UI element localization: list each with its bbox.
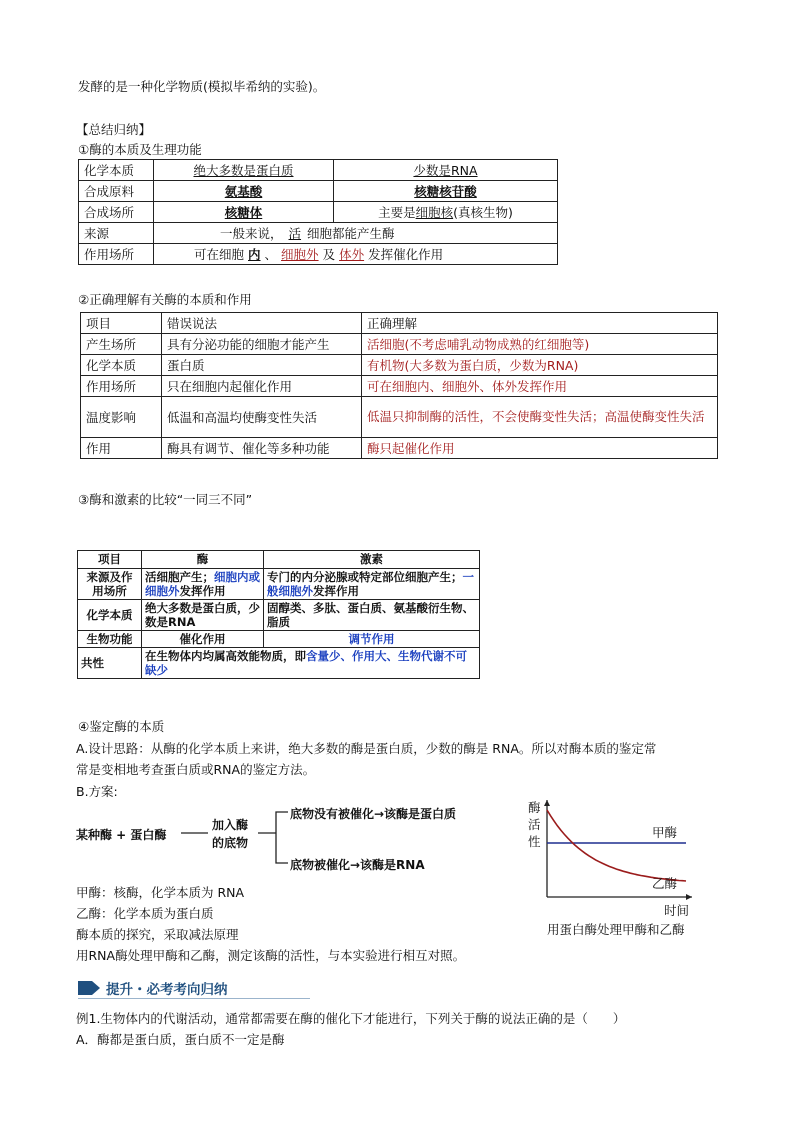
cell: 作用 [81, 438, 162, 459]
cell: 有机物(大多数为蛋白质，少数为RNA) [362, 355, 718, 376]
chart-ylabel: 酶活性 [528, 800, 541, 849]
row-label: 作用场所 [79, 244, 154, 265]
rna-method-text: 用RNA酶处理甲酶和乙酶，测定该酶的活性，与本实验进行相互对照。 [76, 948, 466, 963]
row-label: 合成原料 [79, 181, 154, 202]
design-idea-text: A.设计思路：从酶的化学本质上来讲，绝大多数的酶是蛋白质，少数的酶是 RNA。所以对酶本质的鉴定常 [76, 741, 657, 756]
cell: 酶只起催化作用 [362, 438, 718, 459]
series-label-yi: 乙酶 [652, 876, 678, 891]
x-axis-arrow-icon [686, 894, 692, 900]
cell: 产生场所 [81, 334, 162, 355]
header-cell: 酶 [142, 551, 264, 569]
design-idea-text-cont: 常是变相地考查蛋白质或RNA的鉴定方法。 [76, 762, 316, 777]
row-label: 来源 [79, 223, 154, 244]
cell: 核糖核苷酸 [334, 181, 558, 202]
cell: 低温和高温均使酶变性失活 [162, 397, 362, 438]
cell: 调节作用 [264, 631, 480, 648]
example-option-a[interactable]: A．酶都是蛋白质，蛋白质不一定是酶 [76, 1032, 285, 1047]
diagram-bottom-branch: 底物被催化→该酶是RNA [290, 858, 425, 872]
chart-xlabel: 时间 [664, 903, 690, 918]
section-banner [78, 978, 310, 999]
header-cell: 激素 [264, 551, 480, 569]
section3-title: ③酶和激素的比较“一同三不同” [78, 492, 253, 507]
cell: 温度影响 [81, 397, 162, 438]
cell: 只在细胞内起催化作用 [162, 376, 362, 397]
row-label: 生物功能 [78, 631, 142, 648]
cell: 具有分泌功能的细胞才能产生 [162, 334, 362, 355]
cell: 可在细胞 内 、 细胞外 及 体外 发挥催化作用 [154, 244, 558, 265]
cell: 主要是细胞核(真核生物) [334, 202, 558, 223]
row-label: 共性 [78, 648, 142, 679]
section4-title: ④鉴定酶的本质 [78, 719, 165, 734]
cell: 蛋白质 [162, 355, 362, 376]
series-line-yi [547, 810, 686, 881]
cell: 酶具有调节、催化等多种功能 [162, 438, 362, 459]
diagram-left-label: 某种酶 + 蛋白酶 [76, 828, 167, 842]
row-label: 来源及作用场所 [78, 569, 142, 600]
banner-title: 提升・必考考向归纳 [106, 982, 228, 998]
header-cell: 错误说法 [162, 313, 362, 334]
cell: 在生物体内均属高效能物质，即含量少、作用大、生物代谢不可缺少 [142, 648, 480, 679]
example-question: 例1.生物体内的代谢活动，通常都需要在酶的催化下才能进行，下列关于酶的说法正确的是（ ） [76, 1011, 626, 1026]
jia-enzyme-text: 甲酶：核酶，化学本质为 RNA [76, 885, 245, 900]
cell: 化学本质 [81, 355, 162, 376]
cell: 活细胞(不考虑哺乳动物成熟的红细胞等) [362, 334, 718, 355]
row-label: 合成场所 [79, 202, 154, 223]
header-cell: 项目 [78, 551, 142, 569]
summary-title: 【总结归纳】 [76, 122, 152, 137]
cell: 绝大多数是蛋白质，少数是RNA [142, 600, 264, 631]
cell: 低温只抑制酶的活性，不会使酶变性失活；高温使酶变性失活 [362, 397, 718, 438]
banner-arrow-icon [78, 981, 100, 995]
cell: 催化作用 [142, 631, 264, 648]
header-cell: 正确理解 [362, 313, 718, 334]
header-cell: 项目 [81, 313, 162, 334]
plan-title: B.方案: [76, 784, 118, 799]
cell: 一般来说， 活 细胞都能产生酶 [154, 223, 558, 244]
y-axis-arrow-icon [544, 800, 550, 806]
chart-caption: 用蛋白酶处理甲酶和乙酶 [547, 922, 685, 937]
row-label: 化学本质 [78, 600, 142, 631]
section2-title: ②正确理解有关酶的本质和作用 [78, 292, 252, 307]
intro-text: 发酵的是一种化学物质(模拟毕希纳的实验)。 [78, 79, 326, 94]
diagram-mid-label-1: 加入酶 [212, 818, 249, 832]
row-label: 化学本质 [79, 160, 154, 181]
cell: 核糖体 [154, 202, 334, 223]
cell: 绝大多数是蛋白质 [154, 160, 334, 181]
cell: 可在细胞内、细胞外、体外发挥作用 [362, 376, 718, 397]
cell: 专门的内分泌腺或特定部位细胞产生；一般细胞外发挥作用 [264, 569, 480, 600]
section1-title: ①酶的本质及生理功能 [78, 142, 202, 157]
cell: 少数是RNA [334, 160, 558, 181]
yi-enzyme-text: 乙酶：化学本质为蛋白质 [76, 906, 214, 921]
cell: 作用场所 [81, 376, 162, 397]
series-label-jia: 甲酶 [652, 825, 678, 840]
cell: 活细胞产生；细胞内或细胞外发挥作用 [142, 569, 264, 600]
cell: 氨基酸 [154, 181, 334, 202]
diagram-top-branch: 底物没有被催化→该酶是蛋白质 [290, 807, 457, 821]
cell: 固醇类、多肽、蛋白质、氨基酸衍生物、脂质 [264, 600, 480, 631]
explore-text: 酶本质的探究，采取减法原理 [76, 927, 239, 942]
diagram-mid-label-2: 的底物 [212, 836, 249, 850]
